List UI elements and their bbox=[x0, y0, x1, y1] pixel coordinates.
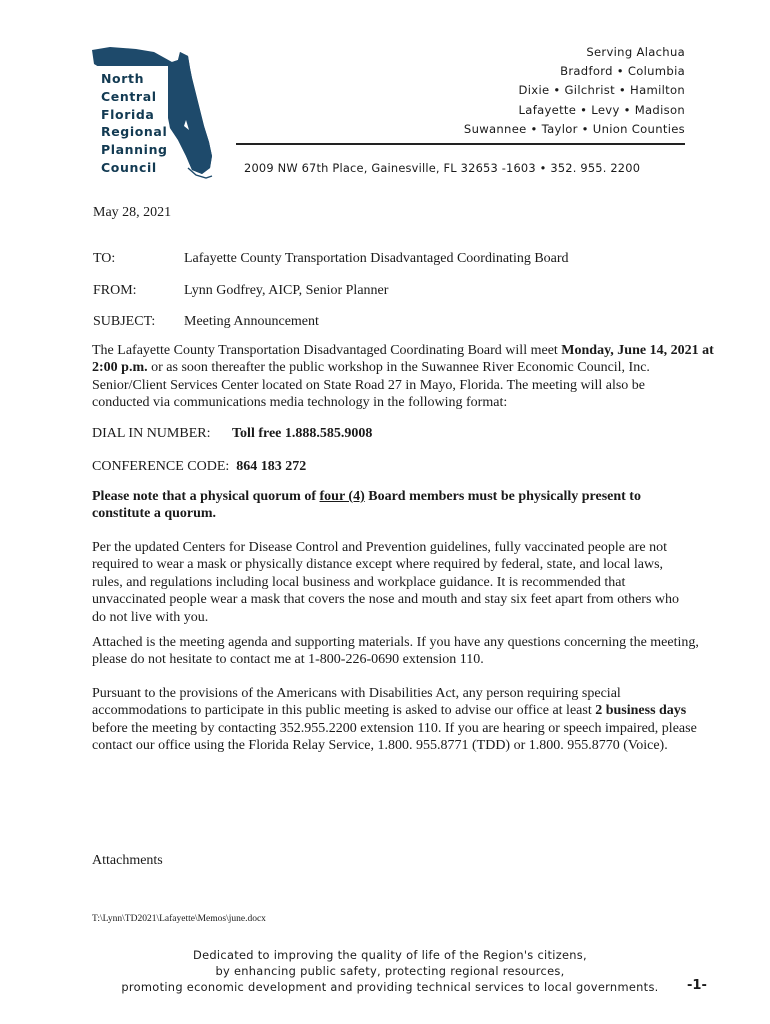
to-value: Lafayette County Transportation Disadvantaged Coordinating Board bbox=[184, 251, 569, 266]
ada-line: contact our office using the Florida Relay Service, 1.800. 955.8771 (TDD) or 1.800. 955.8770 (Voice). bbox=[92, 738, 668, 754]
intro-text: conducted via communications media technology in the following format: bbox=[92, 395, 508, 411]
meeting-time: 2:00 p.m. bbox=[92, 360, 148, 376]
serving-counties bbox=[464, 43, 685, 139]
conference-code-value: 864 183 272 bbox=[236, 459, 307, 474]
intro-paragraph bbox=[92, 342, 714, 412]
cdc-line: unvaccinated people wear a mask that covers the nose and mouth and stay six feet apart from others who bbox=[92, 592, 680, 608]
quorum-note bbox=[92, 488, 682, 523]
dial-in-label: DIAL IN NUMBER: bbox=[92, 426, 211, 441]
ada-line: Pursuant to the provisions of the Americans with Disabilities Act, any person requiring special bbox=[92, 686, 621, 701]
subject-value: Meeting Announcement bbox=[184, 314, 319, 329]
quorum-count: four (4) bbox=[319, 489, 365, 504]
letterhead-address: 2009 NW 67th Place, Gainesville, FL 32653 -1603 • 352. 955. 2200 bbox=[244, 161, 641, 175]
business-days: 2 business days bbox=[595, 703, 687, 719]
ada-line: before the meeting by contacting 352.955.2200 extension 110. If you are hearing or speech impaired, please bbox=[92, 720, 697, 736]
dial-in-number: Toll free 1.888.585.9008 bbox=[232, 426, 373, 441]
footer-mission bbox=[100, 947, 680, 995]
footer-line: by enhancing public safety, protecting regional resources, bbox=[215, 964, 565, 978]
intro-text: Senior/Client Services Center located on State Road 27 in Mayo, Florida. The meeting will also be bbox=[92, 377, 646, 393]
organization-name bbox=[101, 70, 168, 177]
org-name-line: Florida bbox=[101, 106, 155, 122]
ada-paragraph bbox=[92, 685, 697, 755]
attachments-label: Attachments bbox=[92, 853, 163, 868]
cdc-line: do not live with you. bbox=[92, 609, 209, 625]
attached-materials-paragraph bbox=[92, 634, 699, 669]
org-name-line: Planning bbox=[101, 142, 168, 158]
cdc-line: rules, and regulations including local business and workplace guidance. It is recommended that bbox=[92, 574, 626, 590]
file-path: T:\Lynn\TD2021\Lafayette\Memos\june.docx bbox=[92, 914, 266, 924]
conference-code-label: CONFERENCE CODE: bbox=[92, 459, 230, 474]
page-number: -1- bbox=[687, 978, 707, 993]
intro-text: or as soon thereafter the public workshop in the Suwannee River Economic Council, Inc. bbox=[147, 360, 650, 376]
from-label: FROM: bbox=[93, 283, 137, 298]
serving-line: Lafayette • Levy • Madison bbox=[518, 102, 685, 117]
meeting-date: Monday, June 14, 2021 at bbox=[561, 343, 714, 358]
conference-code-line bbox=[92, 458, 682, 475]
attached-line: Attached is the meeting agenda and supporting materials. If you have any questions concerning the meeting, bbox=[92, 635, 699, 650]
org-name-line: Council bbox=[101, 159, 157, 175]
from-value: Lynn Godfrey, AICP, Senior Planner bbox=[184, 283, 389, 298]
serving-line: Dixie • Gilchrist • Hamilton bbox=[518, 83, 685, 98]
serving-line: Serving Alachua bbox=[586, 45, 685, 59]
org-name-line: Central bbox=[101, 88, 157, 104]
dial-in-line bbox=[92, 425, 682, 442]
subject-label: SUBJECT: bbox=[93, 314, 156, 329]
org-name-line: North bbox=[101, 71, 145, 86]
serving-line: Suwannee • Taylor • Union Counties bbox=[463, 121, 685, 136]
memo-date: May 28, 2021 bbox=[93, 205, 172, 220]
attached-line: please do not hesitate to contact me at 1-800-226-0690 extension 110. bbox=[92, 652, 484, 668]
footer-line: Dedicated to improving the quality of life of the Region's citizens, bbox=[193, 948, 587, 962]
to-label: TO: bbox=[93, 251, 116, 266]
footer-line: promoting economic development and providing technical services to local governments. bbox=[121, 980, 659, 994]
quorum-text: constitute a quorum. bbox=[92, 506, 217, 522]
letterhead-rule bbox=[236, 143, 685, 145]
intro-text: The Lafayette County Transportation Disadvantaged Coordinating Board will meet bbox=[92, 343, 562, 358]
cdc-line: required to wear a mask or physically distance except where required by federal, state, and local laws, bbox=[92, 557, 664, 573]
org-name-line: Regional bbox=[101, 124, 168, 140]
quorum-text: Please note that a physical quorum of bbox=[92, 489, 320, 504]
ada-line: accommodations to participate in this public meeting is asked to advise our office at least bbox=[92, 703, 596, 719]
serving-line: Bradford • Columbia bbox=[560, 64, 685, 79]
cdc-guidance-paragraph bbox=[92, 539, 682, 626]
cdc-line: Per the updated Centers for Disease Control and Prevention guidelines, fully vaccinated people are not bbox=[92, 540, 667, 555]
quorum-text: Board members must be physically present to bbox=[364, 489, 641, 504]
